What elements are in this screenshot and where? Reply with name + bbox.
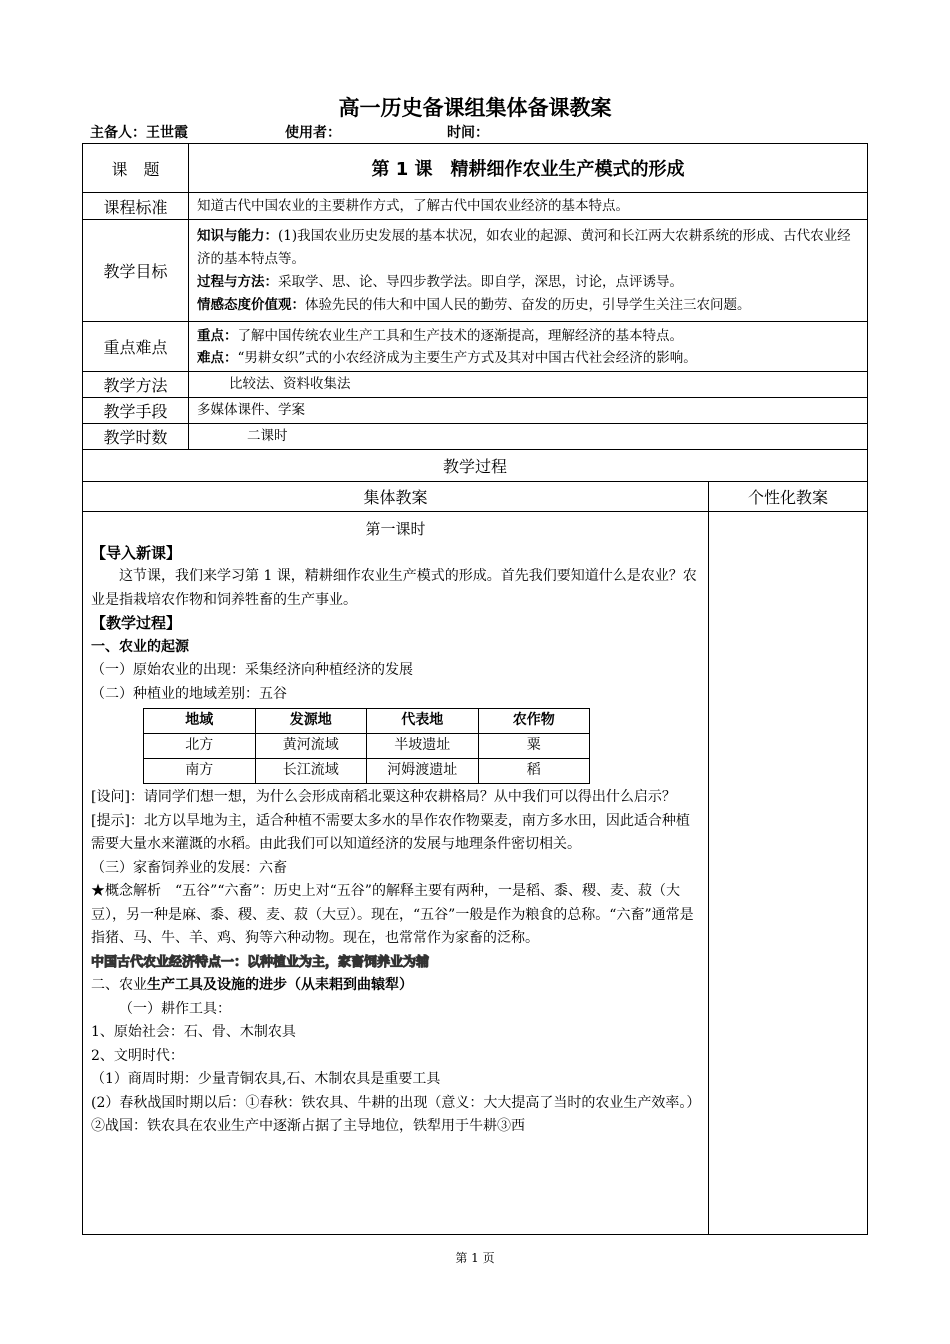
section-2-1: （一）耕作工具： bbox=[119, 1000, 231, 1017]
hard-point: 难点：“男耕女织”式的小农经济成为主要生产方式及其对中国古代社会经济的影响。 bbox=[197, 349, 697, 366]
topic-value: 第 1 课 精耕细作农业生产模式的形成 bbox=[189, 144, 868, 193]
hint-text: [提示]：北方以旱地为主，适合种植不需要太多水的旱作农作物粟麦，南方多水田，因此适合种植需要大量水来灌溉的水稻。由此我们可以知道经济的发展与地理条件密切相关。 bbox=[91, 812, 690, 852]
question-text: [设问]：请同学们想一想，为什么会形成南稻北粟这种农耕格局？从中我们可以得出什么启示？ bbox=[91, 789, 676, 805]
collective-content bbox=[83, 512, 709, 1235]
section-1-3: （三）家畜饲养业的发展：六畜 bbox=[91, 859, 287, 876]
table-cell: 长江流域 bbox=[255, 759, 367, 784]
table-cell: 半坡遗址 bbox=[367, 734, 479, 759]
user-field: 使用者： bbox=[285, 125, 341, 141]
method-label: 教学方法 bbox=[83, 372, 189, 398]
method-value: 比较法、资料收集法 bbox=[189, 372, 868, 398]
page-number: 第 1 页 bbox=[455, 1251, 495, 1265]
personal-header: 个性化教案 bbox=[709, 482, 868, 512]
section-1-1: （一）原始农业的出现：采集经济向种植经济的发展 bbox=[91, 662, 413, 678]
crop-table bbox=[143, 708, 590, 784]
process-header: 教学过程 bbox=[83, 450, 868, 482]
item-1: 1、原始社会：石、骨、木制农具 bbox=[91, 1024, 296, 1040]
crop-table-header: 代表地 bbox=[367, 709, 479, 734]
section-2-heading: 二、农业生产工具及设施的进步（从耒耜到曲辕犁） bbox=[91, 977, 413, 993]
goal-knowledge: 知识与能力：(1)我国农业历史发展的基本状况，如农业的起源、黄河和长江两大农耕系统的形成、古代农业经济的基本特点等。 bbox=[197, 227, 851, 267]
goal-method: 过程与方法：采取学、思、论、导四步教学法。即自学，深思，讨论，点评诱导。 bbox=[197, 273, 683, 290]
intro-text: 这节课，我们来学习第 1 课，精耕细作农业生产模式的形成。首先我们要知道什么是农业？农业是指栽培农作物和饲养牲畜的生产事业。 bbox=[91, 568, 697, 608]
item-2-1: （1）商周时期：少量青铜农具,石、木制农具是重要工具 bbox=[91, 1071, 441, 1087]
collective-header: 集体教案 bbox=[83, 482, 709, 512]
key-point: 重点：了解中国传统农业生产工具和生产技术的逐渐提高，理解经济的基本特点。 bbox=[197, 327, 683, 344]
crop-table-header: 地域 bbox=[144, 709, 256, 734]
document-title: 高一历史备课组集体备课教案 bbox=[338, 96, 612, 120]
section-1-heading: 一、农业的起源 bbox=[91, 638, 189, 655]
feature-highlight: 中国古代农业经济特点一：以种植业为主，家畜饲养业为辅 bbox=[91, 954, 430, 970]
table-cell: 粟 bbox=[478, 734, 590, 759]
means-value: 多媒体课件、学案 bbox=[189, 398, 868, 424]
concept-text: ★概念解析 “五谷”“六畜”：历史上对“五谷”的解释主要有两种，一是稻、黍、稷、麦、菽（大豆），另一种是麻、黍、稷、麦、菽（大豆）。现在，“五谷”一般是作为粮食的总称。“六畜”通常是指猪、马、牛、羊、鸡、狗等六种动物。现在，也常常作为家畜的泛称。 bbox=[91, 883, 694, 946]
crop-table-header: 发源地 bbox=[255, 709, 367, 734]
item-2-2: (2）春秋战国时期以后：①春秋：铁农具、牛耕的出现（意义：大大提高了当时的农业生产效率。）②战国：铁农具在农业生产中逐渐占据了主导地位，铁犁用于牛耕③西 bbox=[91, 1094, 694, 1134]
lesson-plan-table bbox=[82, 143, 868, 1235]
means-label: 教学手段 bbox=[83, 398, 189, 424]
section-1-2: （二）种植业的地域差别：五谷 bbox=[91, 685, 287, 702]
item-2: 2、文明时代： bbox=[91, 1047, 184, 1064]
hours-value: 二课时 bbox=[189, 424, 868, 450]
process-heading: 【教学过程】 bbox=[91, 614, 182, 632]
intro-heading: 【导入新课】 bbox=[91, 543, 182, 562]
hours-label: 教学时数 bbox=[83, 424, 189, 450]
personal-content bbox=[709, 512, 868, 1235]
goals-cell bbox=[189, 220, 868, 322]
key-label: 重点难点 bbox=[83, 322, 189, 372]
table-cell: 北方 bbox=[144, 734, 256, 759]
table-row bbox=[144, 759, 590, 784]
key-cell bbox=[189, 322, 868, 372]
table-row bbox=[144, 734, 590, 759]
standard-value: 知道古代中国农业的主要耕作方式，了解古代中国农业经济的基本特点。 bbox=[189, 193, 868, 220]
lesson-heading: 第一课时 bbox=[365, 520, 426, 538]
table-cell: 黄河流域 bbox=[255, 734, 367, 759]
preparer: 主备人：王世霞 bbox=[90, 125, 188, 141]
table-cell: 河姆渡遗址 bbox=[367, 759, 479, 784]
topic-label: 课 题 bbox=[83, 144, 189, 193]
table-cell: 南方 bbox=[144, 759, 256, 784]
table-cell: 稻 bbox=[478, 759, 590, 784]
crop-table-header: 农作物 bbox=[478, 709, 590, 734]
time-field: 时间： bbox=[447, 125, 489, 141]
goal-emotion: 情感态度价值观：体验先民的伟大和中国人民的勤劳、奋发的历史，引导学生关注三农问题。 bbox=[197, 296, 751, 313]
standard-label: 课程标准 bbox=[83, 193, 189, 220]
goals-label: 教学目标 bbox=[83, 220, 189, 322]
